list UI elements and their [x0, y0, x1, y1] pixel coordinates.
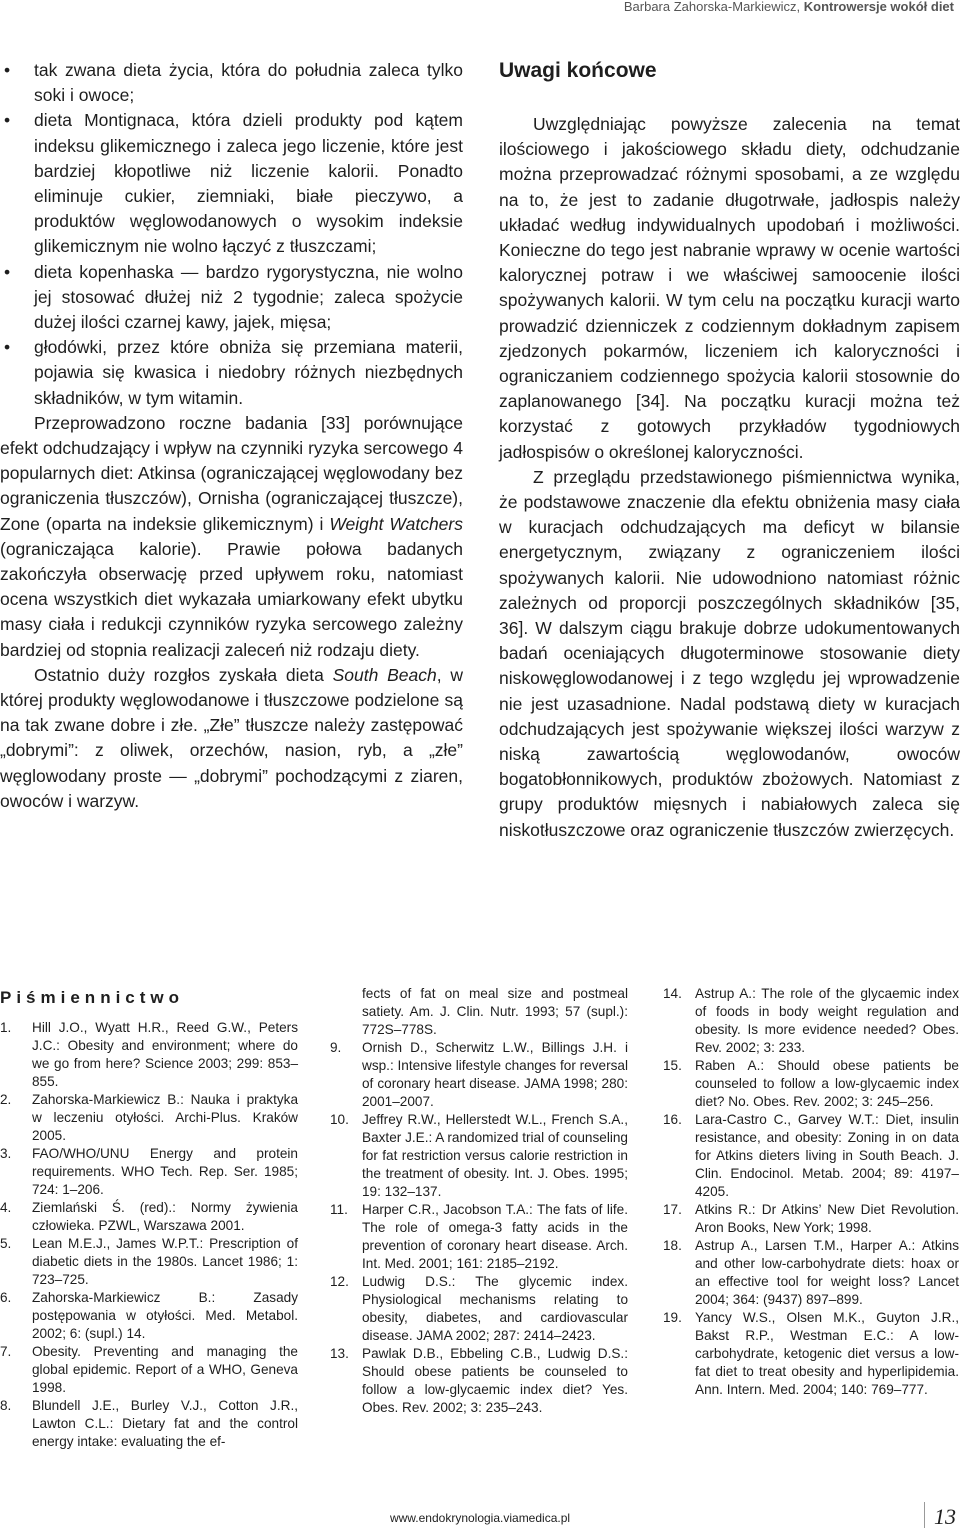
reference-number: 17.: [663, 1202, 682, 1217]
bullet-item: • dieta Montignaca, która dzieli produkty pod kątem indeksu glikemicznego i zaleca jego liczenie, które jest bardziej kłopotliwe niż liczenie kalorii. Ponadto eliminuje cukier, ziemniaki, białe pieczywo, a produktów węglowodanowych o wysokim indeksie glikemicznym nie wolno łączyć z tłuszczami;: [0, 108, 463, 259]
reference-text: FAO/WHO/UNU Energy and protein requirements. WHO Tech. Rep. Ser. 1985; 724: 1–206.: [32, 1146, 298, 1197]
paragraph-conclusions-2: Z przeglądu przedstawionego piśmiennictwa wynika, że podstawowe znaczenie dla efektu obniżenia masy ciała w kuracjach odchudzających ma deficyt w bilansie energetycznym, związany z ograniczeniem ilości spożywanych kalorii. Nie udowodniono natomiast różnic zależnych od proporcji poszczególnych składników [35, 36]. W dalszym ciągu brakuje dobrze udokumentowanych badań oceniających długoterminowe stosowanie diety niskowęglowodanowej i z tego względu jej wprowadzenie nie jest uzasadnione. Nadal podstawą diety w kuracjach odchudzających jest spożywanie większej ilości warzyw z niską zawartością węglowodanów, owoców bogatobłonnikowych, produktów zbożowych. Natomiast z grupy produktów mięsnych i nabiałowych zaleca się niskotłuszczowe oraz ograniczenie tłuszczów zwierzęcych.: [499, 466, 960, 840]
reference-number: 7.: [0, 1344, 12, 1359]
reference-item: [330, 1273, 628, 1345]
references-heading: Piśmiennictwo: [0, 988, 185, 1007]
bullet-item: • dieta kopenhaska — bardzo rygorystyczna, nie wolno jej stosować dłużej niż 2 tygodnie; zaleca spożycie dużej ilości czarnej kawy, jajek, mięsa;: [0, 260, 463, 336]
reference-list: [663, 985, 959, 1399]
reference-item: [0, 1019, 298, 1091]
reference-number: 14.: [663, 986, 682, 1001]
reference-item: [663, 1201, 959, 1237]
reference-text: Jeffrey R.W., Hellerstedt W.L., French S.A., Baxter J.E.: A randomized trial of counseling for fat restriction versus calorie restriction in the treatment of obesity. Int. J. Obes. 1995; 19: 132–137.: [362, 1112, 628, 1199]
running-head-title: Kontrowersje wokół diet: [803, 0, 954, 14]
reference-item: [330, 1039, 628, 1111]
reference-text: Harper C.R., Jacobson T.A.: The fats of life. The role of omega-3 fatty acids in the prevention of coronary heart disease. Arch. Int. Med. 2001; 161: 2185–2192.: [362, 1202, 628, 1271]
reference-text: Raben A.: Should obese patients be counseled to follow a low-glycaemic index diet? No. Obes. Rev. 2002; 3: 245–256.: [695, 1058, 959, 1109]
reference-text: Hill J.O., Wyatt H.R., Reed G.W., Peters J.C.: Obesity and environment; where do we go from here? Science 2003; 299: 853–855.: [32, 1020, 298, 1089]
reference-item: [663, 1111, 959, 1201]
reference-number: 16.: [663, 1112, 682, 1127]
reference-number: 5.: [0, 1236, 12, 1251]
reference-text: Lean M.E.J., James W.P.T.: Prescription of diabetic diets in the 1980s. Lancet 1986; 1: 723–725.: [32, 1236, 298, 1287]
diet-bullet-list: [0, 58, 463, 411]
reference-text: Obesity. Preventing and managing the global epidemic. Report of a WHO, Geneva 1998.: [32, 1344, 298, 1395]
reference-item: [0, 1091, 298, 1145]
reference-text: Ziemlański Ś. (red).: Normy żywienia człowieka. PZWL, Warszawa 2001.: [32, 1200, 298, 1233]
reference-text: Lara-Castro C., Garvey W.T.: Diet, insulin resistance, and obesity: Zoning in on data for Atkins dieters living in South Beach. J. Clin. Endocinol. Metab. 2004; 89: 4197–4205.: [695, 1112, 959, 1199]
reference-text: Atkins R.: Dr Atkins’ New Diet Revolution. Aron Books, New York; 1998.: [695, 1202, 959, 1235]
reference-text: Blundell J.E., Burley V.J., Cotton J.R., Lawton C.L.: Dietary fat and the control energy intake: evaluating the ef-: [32, 1398, 298, 1449]
reference-item: [330, 1111, 628, 1201]
reference-number: 1.: [0, 1020, 12, 1035]
references-column-2: [330, 985, 628, 1417]
paragraph-text: (ograniczająca kalorie). Prawie połowa badanych zakończyła obserwację przed upływem roku, natomiast ocena wszystkich diet wykazała umiarkowany efekt ubytku masy ciała i redukcji czynników ryzyka sercowego zależny bardziej od stopnia realizacji zaleceń niż rodzaju diety.: [0, 538, 463, 660]
right-column: [499, 58, 960, 843]
reference-number: 3.: [0, 1146, 12, 1161]
reference-list: [0, 1019, 298, 1451]
footer-divider: [924, 1502, 925, 1528]
reference-number: 8.: [0, 1398, 12, 1413]
reference-list: [330, 1039, 628, 1417]
reference-number: 12.: [330, 1274, 349, 1289]
page-number: 13: [934, 1504, 956, 1529]
section-title: Uwagi końcowe: [499, 59, 657, 82]
reference-number: 18.: [663, 1238, 682, 1253]
references-column-1: [0, 985, 298, 1451]
reference-number: 15.: [663, 1058, 682, 1073]
paragraph-conclusions-1: Uwzględniając powyższe zalecenia na temat ilościowego i jakościowego składu diety, odchudzanie można przeprowadzać różnymi sposobami, a ze względu na to, że jest to zadanie długotrwałe, jadłospis należy układać według indywidualnych upodobań i możliwości. Konieczne do tego jest nabranie wprawy w ocenie wartości kalorycznej potraw i we właściwej samoocenie ilości spożywanych kalorii. W tym celu na początku kuracji warto prowadzić dzienniczek z codziennym dokładnym zapisem zjedzonych pokarmów, liczeniem ich kaloryczności i ograniczaniem codziennego spożycia kalorii stosownie do zaplanowanego [34]. Na początku kuracji można też korzystać z gotowych przykładów tygodniowych jadłospisów o określonej kaloryczności.: [499, 114, 960, 462]
reference-text: Yancy W.S., Olsen M.K., Guyton J.R., Bakst R.P., Westman E.C.: A low-carbohydrate, ketogenic diet versus a low-fat diet to treat obesity and hyperlipidemia. Ann. Intern. Med. 2004; 140: 769–777.: [695, 1310, 959, 1397]
emphasis-text: Weight Watchers: [329, 513, 463, 534]
reference-continuation: fects of fat on meal size and postmeal satiety. Am. J. Clin. Nutr. 1993; 57 (supl.): 772S–778S.: [362, 986, 628, 1037]
reference-item: [663, 1057, 959, 1111]
reference-number: 19.: [663, 1310, 682, 1325]
paragraph-south-beach: [0, 663, 463, 814]
bullet-item: • głodówki, przez które obniża się przemiana materii, pojawia się kwasica i niedobry różnych niezbędnych składników, w tym witamin.: [0, 335, 463, 411]
emphasis-text: South Beach: [332, 664, 437, 685]
reference-number: 4.: [0, 1200, 12, 1215]
reference-text: Pawlak D.B., Ebbeling C.B., Ludwig D.S.: Should obese patients be counseled to follow a low-glycaemic index diet? Yes. Obes. Rev. 2002; 3: 235–243.: [362, 1346, 628, 1415]
reference-item: [0, 1289, 298, 1343]
reference-item: [0, 1145, 298, 1199]
reference-text: Ornish D., Scherwitz L.W., Billings J.H. i wsp.: Intensive lifestyle changes for reversal of coronary heart disease. JAMA 1998; 280: 2001–2007.: [362, 1040, 628, 1109]
reference-text: Astrup A.: The role of the glycaemic index of foods in body weight regulation and obesity. Is more evidence needed? Obes. Rev. 2002; 3: 233.: [695, 986, 959, 1055]
reference-item: [663, 1309, 959, 1399]
running-head: [600, 0, 954, 14]
reference-number: 6.: [0, 1290, 12, 1305]
footer-url[interactable]: www.endokrynologia.viamedica.pl: [389, 1511, 571, 1525]
paragraph-study: [0, 411, 463, 663]
paragraph-text: Ostatnio duży rozgłos zyskała dieta: [34, 664, 333, 685]
reference-number: 13.: [330, 1346, 349, 1361]
reference-item: [0, 1397, 298, 1451]
reference-text: Zahorska-Markiewicz B.: Nauka i praktyka w leczeniu otyłości. Archi-Plus. Kraków 2005.: [32, 1092, 298, 1143]
references-column-3: [663, 985, 959, 1399]
left-column: [0, 58, 463, 814]
reference-text: Ludwig D.S.: The glycemic index. Physiological mechanisms relating to obesity, diabetes, and cardiovascular disease. JAMA 2002; 287: 2414–2423.: [362, 1274, 628, 1343]
reference-number: 11.: [330, 1202, 348, 1217]
reference-item: [330, 1201, 628, 1273]
reference-item: [663, 1237, 959, 1309]
reference-item: [0, 1199, 298, 1235]
reference-text: Astrup A., Larsen T.M., Harper A.: Atkins and other low-carbohydrate diets: hoax or an effective tool for weight loss? Lancet 2004; 364: (9437) 897–899.: [695, 1238, 959, 1307]
reference-text: Zahorska-Markiewicz B.: Zasady postępowania w otyłości. Med. Metabol. 2002; 6: (supl.) 14.: [32, 1290, 298, 1341]
reference-item: [0, 1235, 298, 1289]
running-head-author: Barbara Zahorska-Markiewicz,: [623, 0, 804, 14]
bullet-item: • tak zwana dieta życia, która do południa zaleca tylko soki i owoce;: [0, 58, 463, 108]
reference-item: [330, 1345, 628, 1417]
reference-number: 9.: [330, 1040, 342, 1055]
paragraph-text: Przeprowadzono roczne badania [33] porównujące efekt odchudzający i wpływ na czynniki ryzyka sercowego 4 popularnych diet: Atkinsa (ograniczającej węglowodany bez ograniczenia tłuszczów), Ornisha (ograniczającej tłuszcze), Zone (oparta na indeksie glikemicznym) i: [0, 412, 463, 534]
reference-item: [0, 1343, 298, 1397]
paragraph-text: , w której produkty węglowodanowe i tłuszczowe podzielone są na tak zwane dobre i złe. „Złe” tłuszcze należy zastępować „dobrymi”: z oliwek, orzechów, nasion, ryb, a „złe” węglowodany proste — „dobrymi” pochodzącymi z ziaren, owoców i warzyw.: [0, 664, 463, 811]
reference-number: 10.: [330, 1112, 349, 1127]
reference-number: 2.: [0, 1092, 12, 1107]
reference-item: [663, 985, 959, 1057]
